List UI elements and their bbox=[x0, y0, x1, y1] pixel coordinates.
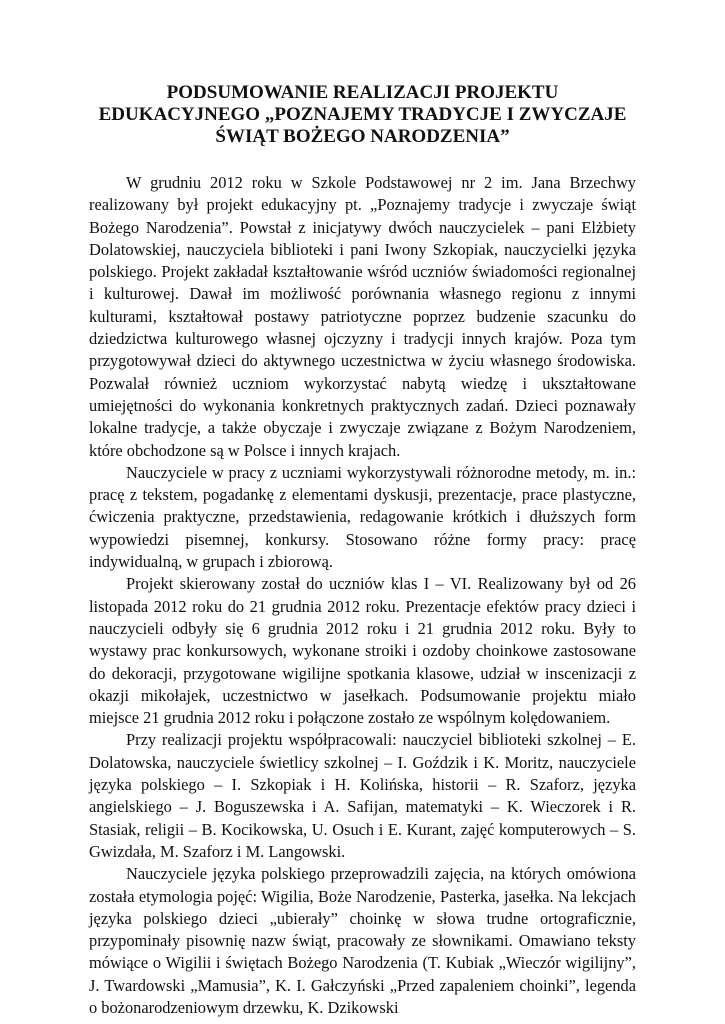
paragraph-schedule: Projekt skierowany został do uczniów klas I – VI. Realizowany był od 26 listopada 2012 roku do 21 grudnia 2012 roku. Prezentacje efektów pracy dzieci i nauczycieli odbyły się 6 grudnia 2012 roku i 21 grudnia 2012 roku. Były to wystawy prac konkursowych, wykonane stroiki i ozdoby choinkowe zastosowane do dekoracji, przygotowane wigilijne spotkania klasowe, udział w inscenizacji z okazji mikołajek, uczestnictwo w jasełkach. Podsumowanie projektu miało miejsce 21 grudnia 2012 roku i połączone zostało ze wspólnym kolędowaniem. bbox=[89, 574, 636, 728]
paragraph-polish-lessons: Nauczyciele języka polskiego przeprowadzili zajęcia, na których omówiona została etymologia pojęć: Wigilia, Boże Narodzenie, Pasterka, jasełka. Na lekcjach języka polskiego dzieci „ubierały” choinkę w słowa trudne ortograficznie, przypominały pisownię nazw świąt, pracowały ze słownikami. Omawiano teksty mówiące o Wigilii i świętach Bożego Narodzenia (T. Kubiak „Wieczór wigilijny”, J. Twardowski „Mamusia”, K. I. Gałczyński „Przed zapaleniem choinki”, legenda o bożonarodzeniowym drzewku, K. Dzikowski bbox=[89, 864, 636, 1017]
title-line-1: PODSUMOWANIE REALIZACJI PROJEKTU bbox=[166, 82, 559, 103]
paragraph-intro: W grudniu 2012 roku w Szkole Podstawowej nr 2 im. Jana Brzechwy realizowany był projekt edukacyjny pt. „Poznajemy tradycje i zwyczaje świąt Bożego Narodzenia”. Powstał z inicjatywy dwóch nauczycielek – pani Elżbiety Dolatowskiej, nauczyciela biblioteki i pani Iwony Szkopiak, nauczycielki języka polskiego. Projekt zakładał kształtowanie wśród uczniów świadomości regionalnej i kulturowej. Dawał im możliwość porównania własnego regionu z innymi kulturami, kształtował postawy patriotyczne poprzez budzenie szacunku do dziedzictwa kulturowego własnej ojczyzny i tradycji innych krajów. Poza tym przygotowywał dzieci do aktywnego uczestnictwa w życiu własnego środowiska. Pozwalał również uczniom wykorzystać nabytą wiedzę i ukształtowane umiejętności do wykonania konkretnych praktycznych zadań. Dzieci poznawały lokalne tradycje, a także obyczaje i zwyczaje związane z Bożym Narodzeniem, które obchodzone są w Polsce i innych krajach. bbox=[89, 173, 636, 460]
title-line-2: EDUKACYJNEGO „POZNAJEMY TRADYCJE I ZWYCZAJE bbox=[98, 104, 627, 125]
document-title bbox=[89, 82, 636, 148]
paragraph-methods: Nauczyciele w pracy z uczniami wykorzystywali różnorodne metody, m. in.: pracę z tekstem, pogadankę z elementami dyskusji, prezentacje, prace plastyczne, ćwiczenia praktyczne, przedstawienia, redagowanie krótkich i dłuższych form wypowiedzi pisemnej, konkursy. Stosowano różne formy pracy: pracę indywidualną, w grupach i zbiorową. bbox=[89, 462, 636, 572]
title-line-3: ŚWIĄT BOŻEGO NARODZENIA” bbox=[215, 126, 510, 147]
paragraph-collaborators: Przy realizacji projektu współpracowali: nauczyciel biblioteki szkolnej – E. Dolatowska, nauczyciele świetlicy szkolnej – I. Goździk i K. Moritz, nauczyciele języka polskiego – I. Szkopiak i H. Kolińska, historii – R. Szaforz, języka angielskiego – J. Boguszewska i A. Safijan, matematyki – K. Wieczorek i R. Stasiak, religii – B. Kocikowska, U. Osuch i E. Kurant, zajęć komputerowych – S. Gwizdała, M. Szaforz i M. Langowski. bbox=[89, 730, 636, 861]
